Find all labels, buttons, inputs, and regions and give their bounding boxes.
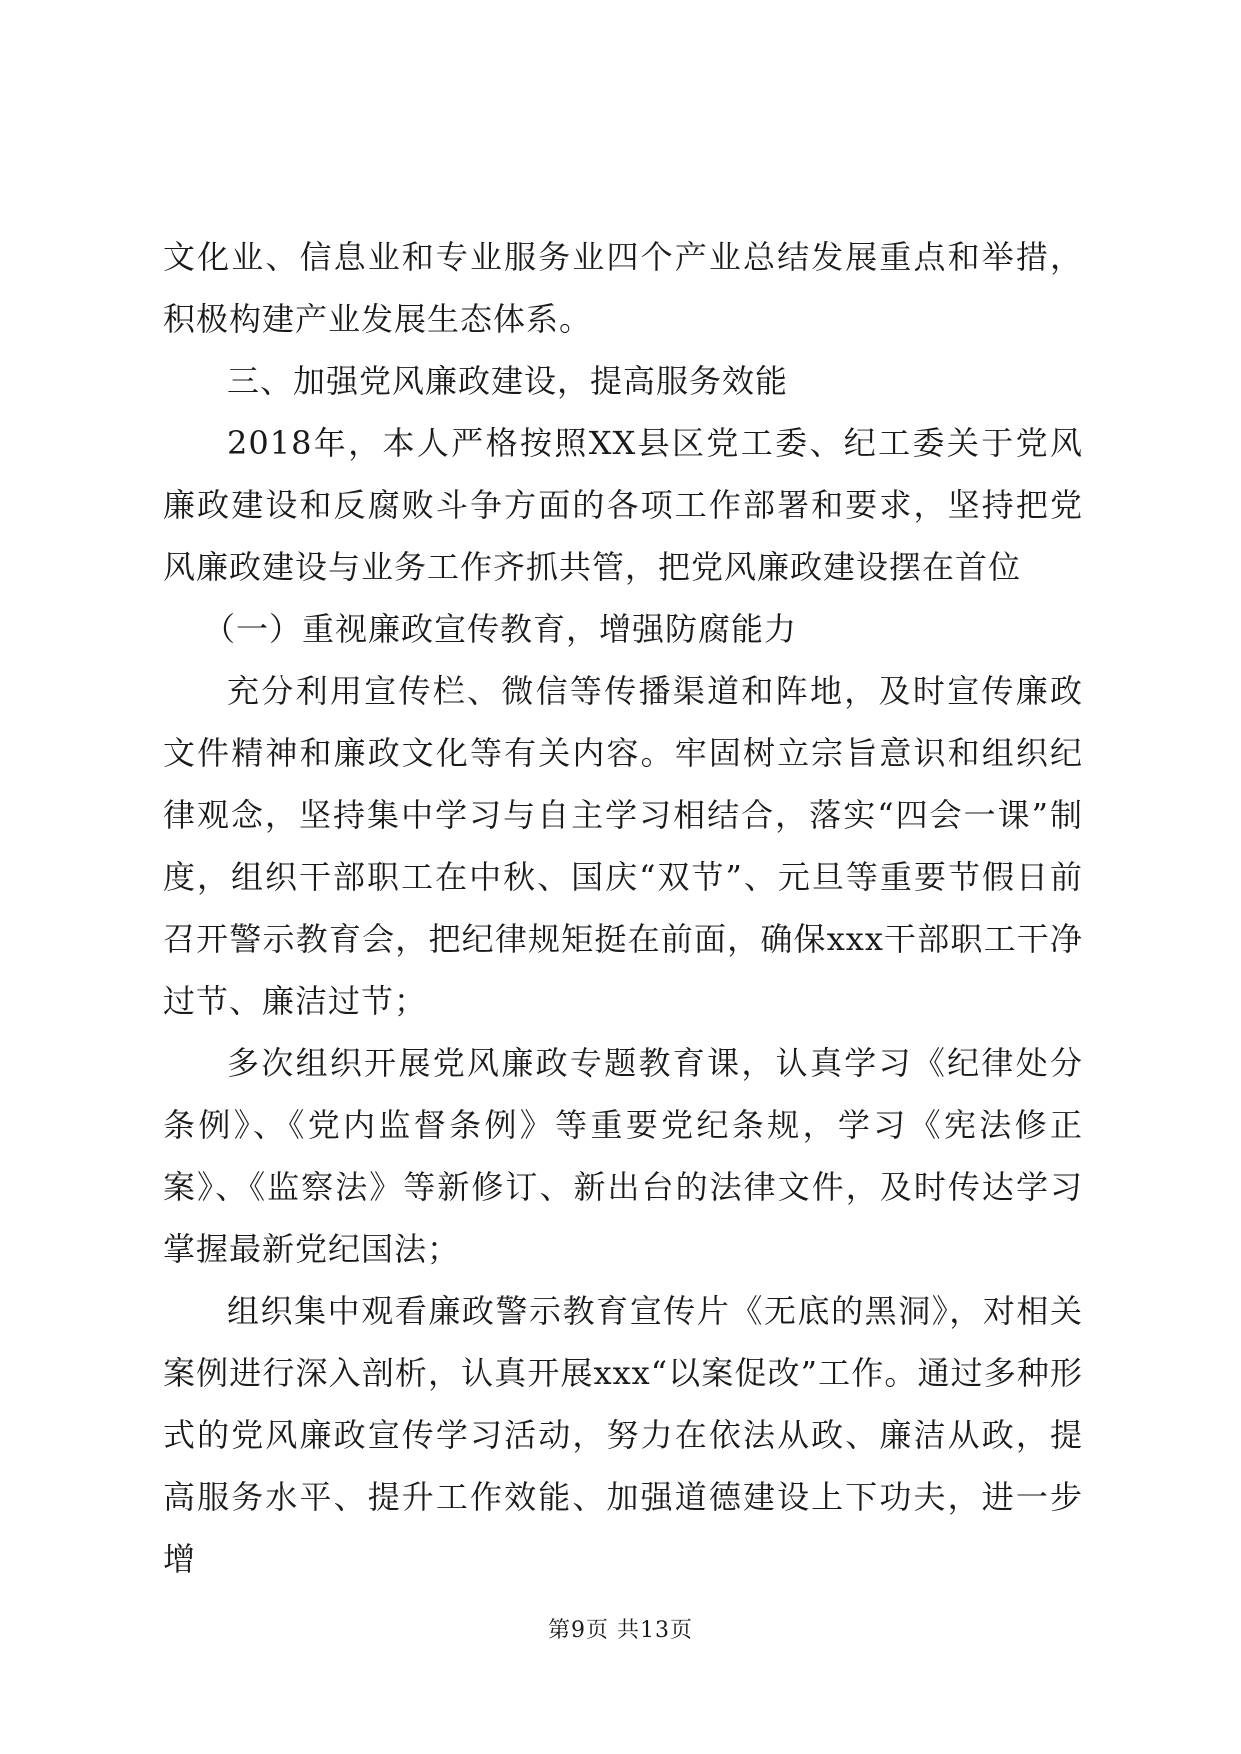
paragraph-education-courses: 多次组织开展党风廉政专题教育课，认真学习《纪律处分条例》、《党内监督条例》等重要党纪条规，学习《宪法修正案》、《监察法》等新修订、新出台的法律文件，及时传达学习掌握最新党纪国法； [163, 1044, 1083, 1268]
paragraph-2018-summary: 2018年，本人严格按照XX县区党工委、纪工委关于党风廉政建设和反腐败斗争方面的各项工作部署和要求，坚持把党风廉政建设与业务工作齐抓共管，把党风廉政建设摆在首位 [163, 424, 1083, 586]
paragraph-propaganda: 充分利用宣传栏、微信等传播渠道和阵地，及时宣传廉政文件精神和廉政文化等有关内容。牢固树立宗旨意识和组织纪律观念，坚持集中学习与自主学习相结合，落实“四会一课”制度，组织干部职工在中秋、国庆“双节”、元旦等重要节假日前召开警示教育会，把纪律规矩挺在前面，确保xxx干部职工干净过节、廉洁过节； [163, 672, 1083, 1020]
document-body [163, 226, 1083, 1590]
page-footer: 第9页 共13页 [548, 1618, 693, 1643]
sub-heading-1: （一）重视廉政宣传教育，增强防腐能力 [203, 610, 798, 648]
paragraph-warning-film: 组织集中观看廉政警示教育宣传片《无底的黑洞》，对相关案例进行深入剖析，认真开展xxx“以案促改”工作。通过多种形式的党风廉政宣传学习活动，努力在依法从政、廉洁从政，提高服务水平、提升工作效能、加强道德建设上下功夫，进一步增 [163, 1292, 1083, 1578]
section-heading-3: 三、加强党风廉政建设，提高服务效能 [227, 362, 789, 400]
paragraph-continuation: 文化业、信息业和专业服务业四个产业总结发展重点和举措，积极构建产业发展生态体系。 [163, 238, 1083, 338]
